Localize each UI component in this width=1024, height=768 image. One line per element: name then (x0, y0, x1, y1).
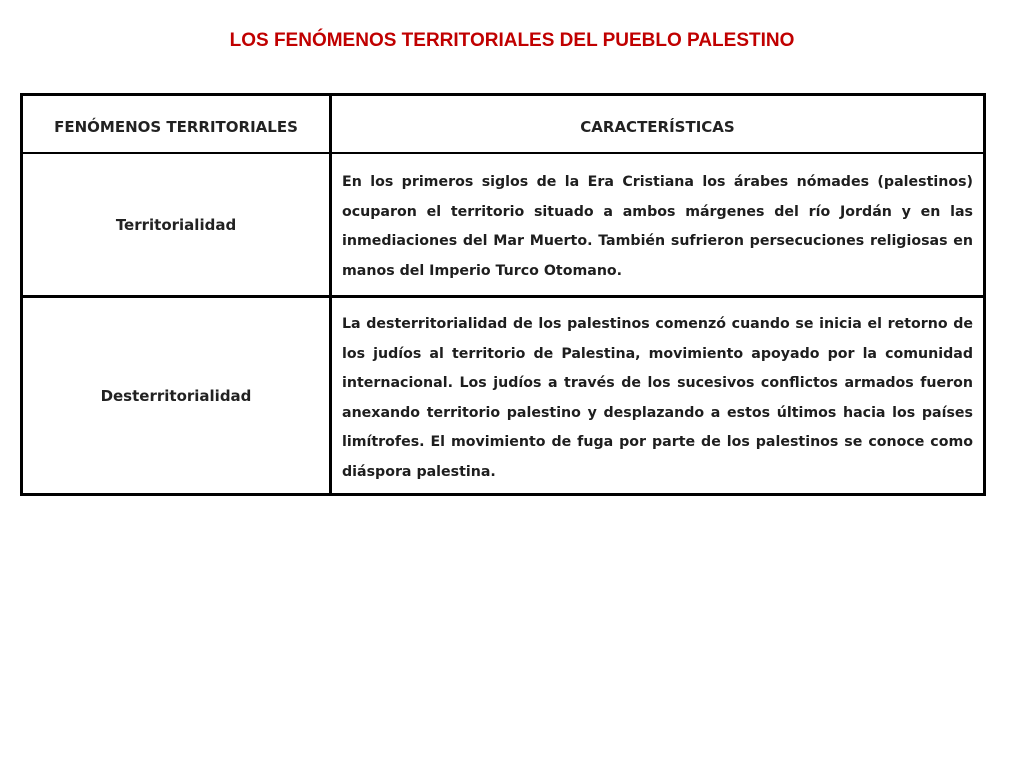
header-phenomena: FENÓMENOS TERRITORIALES (23, 96, 332, 152)
phenomenon-cell: Desterritorialidad (23, 298, 332, 493)
table-row (23, 152, 983, 295)
description-cell: En los primeros siglos de la Era Cristiana los árabes nómades (palestinos) ocuparon el territorio situado a ambos márgenes del río Jordán y en las inmediaciones del Mar Muerto. También sufrieron persecuciones religiosas en manos del Imperio Turco Otomano. (342, 174, 973, 279)
phenomenon-cell: Territorialidad (23, 154, 332, 295)
phenomena-table (20, 93, 986, 496)
description-cell: La desterritorialidad de los palestinos comenzó cuando se inicia el retorno de los judíos al territorio de Palestina, movimiento apoyado por la comunidad internacional. Los judíos a través de los sucesivos conflictos armados fueron anexando territorio palestino y desplazando a estos últimos hacia los países limítrofes. El movimiento de fuga por parte de los palestinos se conoce como diáspora palestina. (342, 316, 973, 480)
table-header-row (23, 96, 983, 152)
slide-title: LOS FENÓMENOS TERRITORIALES DEL PUEBLO PALESTINO (229, 30, 795, 51)
header-characteristics: CARACTERÍSTICAS (580, 118, 735, 136)
table-row (23, 295, 983, 493)
